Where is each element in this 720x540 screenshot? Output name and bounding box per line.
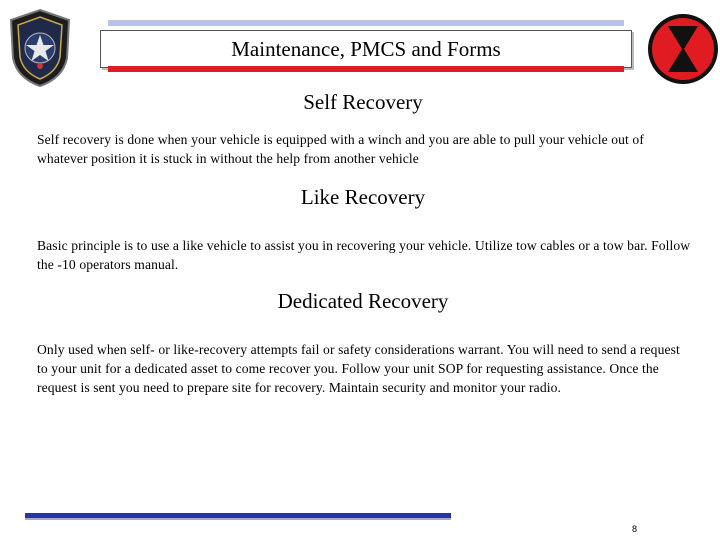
section-text-dedicated-recovery: Only used when self- or like-recovery attempts fail or safety considerations warrant. You will need to send a request to your unit for a dedicated asset to come recover you. Follow your unit SOP for requesting assistance. Once the request is sent you need to prepare site for recovery. Maintain security and monitor your radio. (37, 342, 680, 395)
page-number: 8 (632, 524, 638, 534)
unit-crest-icon (7, 8, 73, 88)
section-text-self-recovery: Self recovery is done when your vehicle is equipped with a winch and you are able to pull your vehicle out of whatever position it is stuck in without the help from another vehicle (37, 132, 644, 166)
footer-accent-shadow (25, 518, 451, 520)
section-heading-dedicated-recovery: Dedicated Recovery (277, 289, 449, 313)
section-heading-self-recovery: Self Recovery (303, 90, 423, 114)
header-accent-bar-bottom (108, 66, 624, 72)
title-box (100, 30, 632, 68)
section-heading-like-recovery: Like Recovery (300, 185, 426, 209)
section-text-like-recovery: Basic principle is to use a like vehicle to assist you in recovering your vehicle. Utilize tow cables or a tow bar. Follow the -10 operators manual. (37, 238, 691, 272)
hourglass-patch-icon (646, 12, 720, 86)
page-title: Maintenance, PMCS and Forms (231, 36, 501, 61)
header-accent-bar-top (108, 20, 624, 26)
